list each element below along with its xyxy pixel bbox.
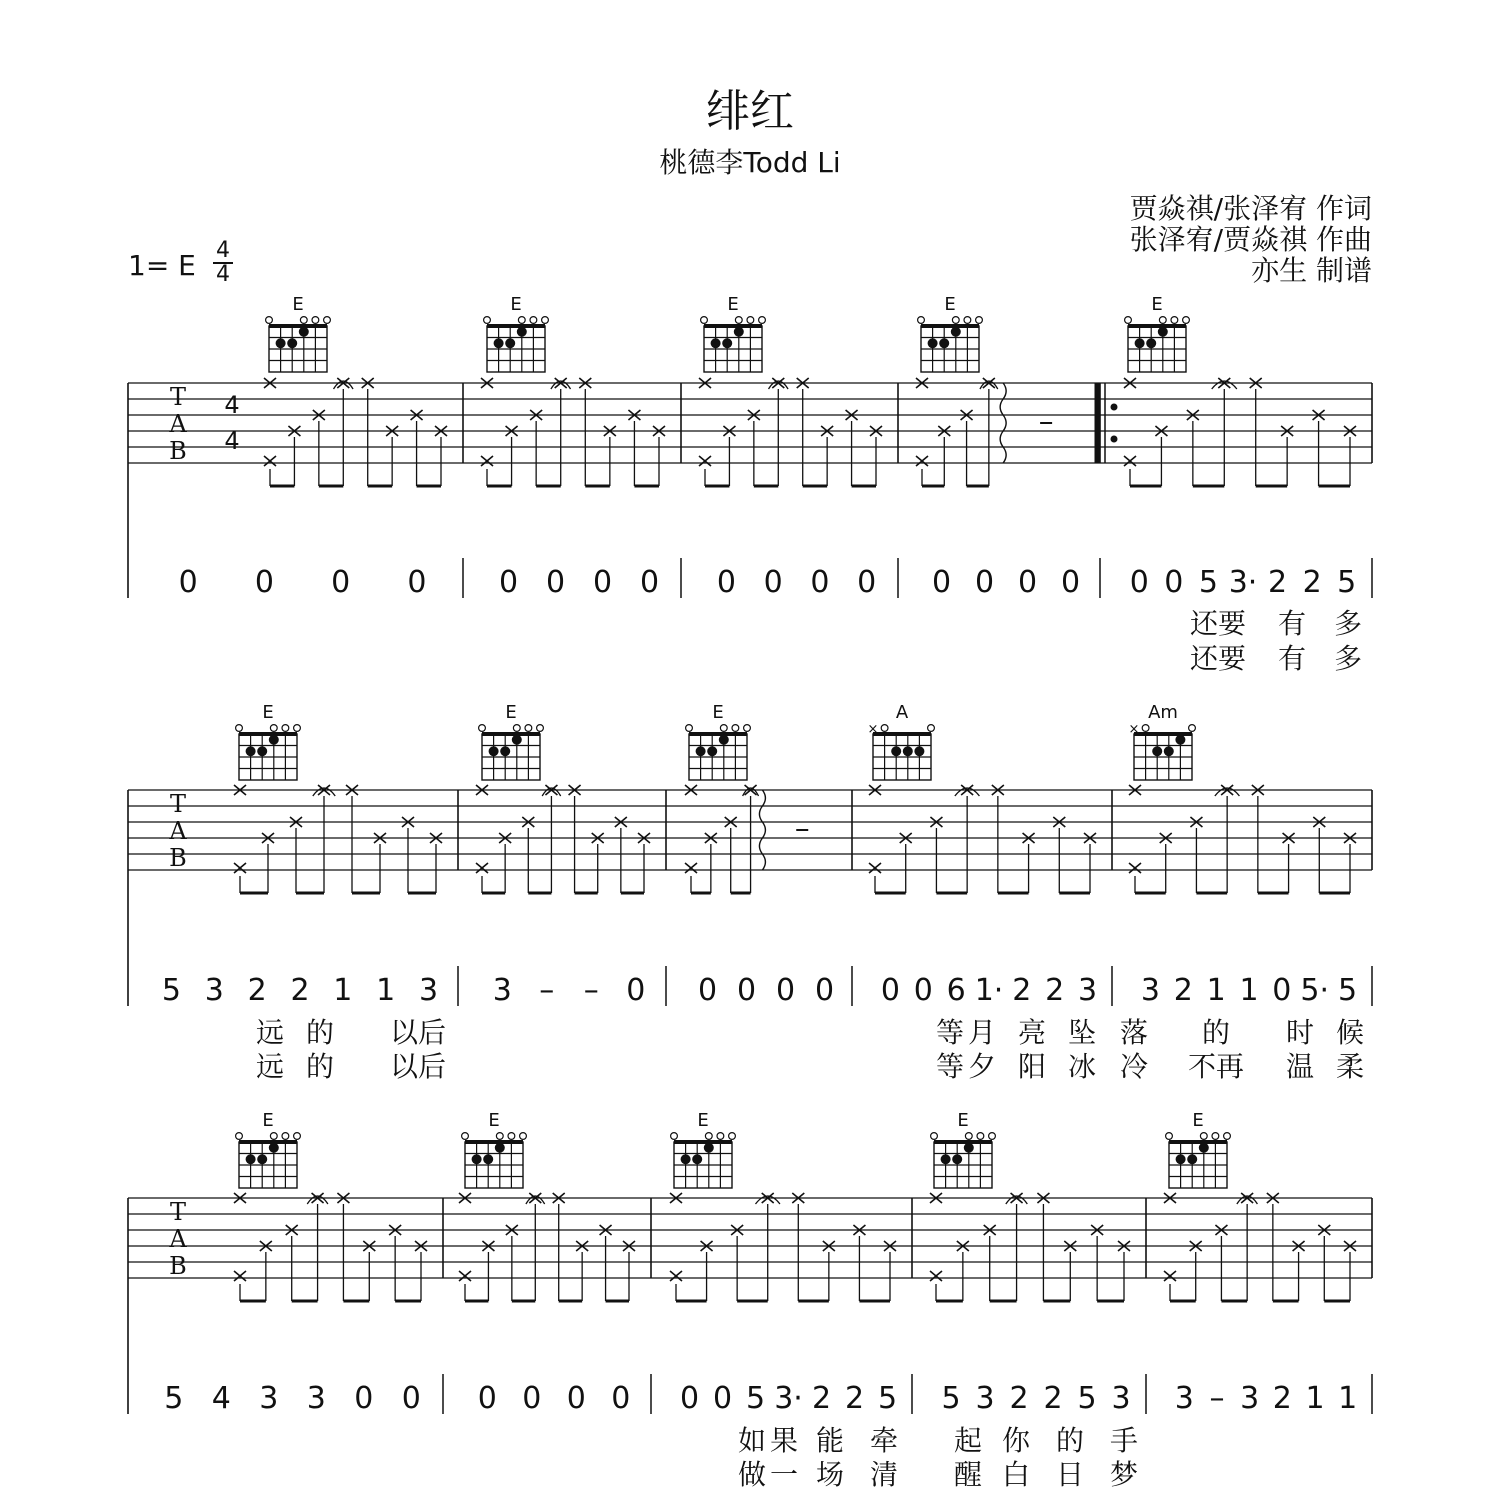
tab-note-x	[930, 1271, 942, 1281]
jianpu-note: 0	[736, 973, 757, 1008]
tab-clef-letter: A	[169, 410, 187, 438]
lyric-syllable: 月	[967, 1016, 997, 1049]
chord-dot	[299, 327, 309, 337]
jianpu-note: 1	[1206, 973, 1226, 1008]
chord-open-string	[479, 725, 486, 732]
jianpu-note: 2	[1045, 973, 1065, 1008]
jianpu-note: 0	[1272, 973, 1292, 1008]
tab-note-x	[481, 456, 493, 466]
arpeggio-wave	[1000, 383, 1006, 463]
lyric-syllable: 远	[255, 1050, 285, 1083]
chord-name: E	[727, 294, 739, 315]
lyric-syllable: 冰	[1067, 1050, 1097, 1083]
jianpu-note: 0	[814, 973, 835, 1008]
chord-open-string	[1183, 317, 1190, 324]
chord-open-string	[462, 1133, 469, 1140]
repeat-dot	[1111, 436, 1118, 443]
lyric-syllable: 的	[305, 1016, 335, 1049]
lyric-syllable: 远	[255, 1016, 285, 1049]
chord-dot	[287, 338, 297, 348]
jianpu-note: 3	[419, 973, 439, 1008]
jianpu-note: 2	[1302, 565, 1322, 600]
chord-dot	[734, 327, 744, 337]
chord-dot	[1164, 746, 1174, 756]
chord-open-string	[1200, 1133, 1207, 1140]
chord-open-string	[300, 317, 307, 324]
jianpu-note: 0	[775, 973, 796, 1008]
chord-open-string	[918, 317, 925, 324]
chord-open-string	[496, 1133, 503, 1140]
jianpu-note: 0	[626, 973, 646, 1008]
chord-dot	[500, 746, 510, 756]
chord-dot	[719, 735, 729, 745]
chord-dot	[903, 746, 913, 756]
tab-note-x	[476, 863, 488, 873]
jianpu-note: 3	[1111, 1381, 1131, 1416]
lyric-syllable: 的	[1201, 1016, 1231, 1049]
lyric-syllable: 不再	[1187, 1050, 1245, 1083]
chord-dot	[928, 338, 938, 348]
jianpu-note: 0	[857, 565, 877, 600]
key-signature: 1= E	[128, 249, 196, 282]
lyricist-credit: 贾焱祺/张泽宥 作词	[1129, 192, 1372, 225]
jianpu-note: 5·	[1300, 973, 1330, 1008]
jianpu-note: 5	[1337, 565, 1357, 600]
chord-open-string	[270, 725, 277, 732]
tab-note-x	[459, 1271, 471, 1281]
lyric-syllable: 能	[815, 1424, 845, 1457]
jianpu-note: 2	[844, 1381, 865, 1416]
tab-clef-letter: B	[169, 844, 187, 872]
chord-dot	[891, 746, 901, 756]
jianpu-note: 3	[306, 1381, 326, 1416]
tab-note-x	[869, 863, 881, 873]
jianpu-note: 0	[763, 565, 783, 600]
lyric-syllable: 如	[737, 1424, 767, 1457]
lyric-syllable: 牵	[869, 1424, 899, 1457]
chord-open-string	[236, 1133, 243, 1140]
chord-dot	[246, 746, 256, 756]
chord-name: E	[944, 294, 956, 315]
jianpu-note: 5	[1077, 1381, 1097, 1416]
jianpu-note: 2	[247, 973, 267, 1008]
chord-name: Am	[1148, 702, 1178, 723]
jianpu-note: 0	[592, 565, 613, 600]
chord-open-string	[976, 317, 983, 324]
chord-open-string	[928, 725, 935, 732]
chord-dot	[939, 338, 949, 348]
chord-open-string	[744, 725, 751, 732]
chord-open-string	[324, 317, 331, 324]
jianpu-note: 5	[941, 1381, 961, 1416]
tab-note-x	[1164, 1271, 1176, 1281]
jianpu-note: 3·	[1228, 565, 1258, 600]
lyric-syllable: 温	[1285, 1050, 1315, 1083]
lyric-syllable: 醒	[953, 1458, 983, 1491]
chord-open-string	[1212, 1133, 1219, 1140]
lyric-syllable: 等	[935, 1050, 965, 1083]
chord-open-string	[965, 1133, 972, 1140]
lyric-syllable: 有	[1277, 642, 1307, 675]
jianpu-note: –	[583, 973, 599, 1008]
chord-open-string	[270, 1133, 277, 1140]
chord-open-string	[705, 1133, 712, 1140]
chord-open-string	[266, 317, 273, 324]
lyric-syllable: 有	[1277, 607, 1307, 640]
jianpu-note: –	[1209, 1381, 1225, 1416]
chord-dot	[681, 1154, 691, 1164]
chord-dot	[517, 327, 527, 337]
jianpu-note: 3	[1174, 1381, 1194, 1416]
chord-dot	[483, 1154, 493, 1164]
jianpu-note: 5	[745, 1381, 766, 1416]
jianpu-note: 1	[1239, 973, 1259, 1008]
jianpu-note: 0	[401, 1381, 421, 1416]
tab-clef-letter: T	[169, 383, 187, 411]
tab-time-sig: 4	[224, 391, 240, 419]
jianpu-note: 5	[1198, 565, 1218, 600]
chord-name: E	[505, 702, 517, 723]
lyric-syllable: 多	[1333, 642, 1363, 675]
chord-name: E	[262, 702, 274, 723]
chord-open-string	[952, 317, 959, 324]
jianpu-note: 3	[1240, 1381, 1260, 1416]
jianpu-note: –	[539, 973, 555, 1008]
chord-open-string	[542, 317, 549, 324]
chord-open-string	[484, 317, 491, 324]
jianpu-note: 0	[931, 565, 952, 600]
lyric-syllable: 多	[1333, 607, 1363, 640]
chord-open-string	[729, 1133, 736, 1140]
jianpu-note: 2	[811, 1381, 832, 1416]
lyric-syllable: 以后	[389, 1016, 447, 1049]
chord-dot	[269, 1143, 279, 1153]
jianpu-note: 0	[810, 565, 830, 600]
chord-name: E	[697, 1110, 709, 1131]
chord-open-string	[720, 725, 727, 732]
repeat-dot	[1111, 404, 1118, 411]
jianpu-note: 3	[975, 1381, 995, 1416]
tab-note-x	[234, 863, 246, 873]
jianpu-note: 0	[611, 1381, 631, 1416]
chord-open-string	[1189, 725, 1196, 732]
chord-dot	[692, 1154, 702, 1164]
chord-open-string	[537, 725, 544, 732]
song-artist: 桃德李Todd Li	[659, 146, 841, 179]
chord-dot	[1199, 1143, 1209, 1153]
chord-dot	[246, 1154, 256, 1164]
tab-note-x	[916, 456, 928, 466]
jianpu-note: 0	[1017, 565, 1038, 600]
lyric-syllable: 一	[769, 1458, 799, 1491]
chord-open-string	[964, 317, 971, 324]
jianpu-note: 0	[331, 565, 351, 600]
lyric-syllable: 候	[1335, 1016, 1365, 1049]
jianpu-note: 0	[679, 1381, 700, 1416]
jianpu-note: 0	[1129, 565, 1149, 600]
chord-name: E	[1151, 294, 1163, 315]
lyric-syllable: 清	[869, 1458, 899, 1491]
chord-open-string	[530, 317, 537, 324]
jianpu-note: 0	[913, 973, 933, 1008]
lyric-syllable: 以后	[389, 1050, 447, 1083]
tab-note-x	[699, 456, 711, 466]
jianpu-note: 4	[211, 1381, 231, 1416]
jianpu-note: 0	[178, 565, 198, 600]
jianpu-note: 3	[1140, 973, 1160, 1008]
lyric-syllable: 夕	[967, 1050, 997, 1083]
jianpu-note: 2	[1009, 1381, 1029, 1416]
jianpu-note: 2	[1272, 1381, 1292, 1416]
chord-dot	[696, 746, 706, 756]
tab-clef-letter: T	[169, 790, 187, 818]
lyric-syllable: 的	[305, 1050, 335, 1083]
tab-time-sig: 4	[224, 427, 240, 455]
tab-clef-letter: B	[169, 1252, 187, 1280]
chord-open-string	[881, 725, 888, 732]
jianpu-note: 0	[880, 973, 900, 1008]
time-signature-top: 4	[216, 238, 230, 263]
jianpu-note: 1	[376, 973, 396, 1008]
jianpu-note: 0	[354, 1381, 374, 1416]
jianpu-note: 0	[697, 973, 718, 1008]
lyric-syllable: 日	[1055, 1458, 1085, 1491]
chord-open-string	[508, 1133, 515, 1140]
lyric-syllable: 阳	[1017, 1050, 1047, 1083]
chord-dot	[704, 1143, 714, 1153]
jianpu-note: 3·	[774, 1381, 803, 1416]
chord-open-string	[1142, 725, 1149, 732]
chord-dot	[1135, 338, 1145, 348]
jianpu-note: 0	[498, 565, 519, 600]
jianpu-note: 6	[946, 973, 966, 1008]
arpeggio-wave	[759, 790, 765, 870]
tab-note-x	[685, 863, 697, 873]
lyric-syllable: 落	[1119, 1016, 1149, 1049]
chord-name: E	[488, 1110, 500, 1131]
lyric-syllable: 时	[1285, 1016, 1315, 1049]
chord-open-string	[931, 1133, 938, 1140]
lyric-syllable: 白	[1001, 1458, 1031, 1491]
jianpu-note: 0	[712, 1381, 733, 1416]
lyric-syllable: 梦	[1109, 1458, 1139, 1491]
chord-dot	[964, 1143, 974, 1153]
jianpu-note: 5	[877, 1381, 898, 1416]
chord-name: E	[292, 294, 304, 315]
lyric-syllable: 等	[935, 1016, 965, 1049]
chord-open-string	[294, 725, 301, 732]
chord-open-string	[312, 317, 319, 324]
chord-dot	[1175, 735, 1185, 745]
jianpu-note: 1	[1305, 1381, 1325, 1416]
chord-open-string	[1125, 317, 1132, 324]
song-title: 绯红	[706, 86, 794, 137]
lyric-syllable: 果	[769, 1424, 799, 1457]
chord-dot	[1146, 338, 1156, 348]
chord-open-string	[236, 725, 243, 732]
chord-open-string	[513, 725, 520, 732]
jianpu-note: 0	[545, 565, 566, 600]
chord-open-string	[759, 317, 766, 324]
chord-open-string	[282, 725, 289, 732]
chord-dot	[1152, 746, 1162, 756]
jianpu-note: 3	[204, 973, 224, 1008]
jianpu-note: 0	[522, 1381, 542, 1416]
chord-open-string	[747, 317, 754, 324]
jianpu-note: 2	[290, 973, 310, 1008]
chord-dot	[494, 338, 504, 348]
jianpu-note: 0	[1164, 565, 1184, 600]
jianpu-note: 0	[566, 1381, 586, 1416]
tab-clef-letter: A	[169, 817, 187, 845]
jianpu-note: 5	[164, 1381, 184, 1416]
chord-open-string	[989, 1133, 996, 1140]
lyric-syllable: 冷	[1119, 1050, 1149, 1083]
chord-name: A	[895, 702, 909, 723]
chord-dot	[505, 338, 515, 348]
jianpu-note: 1·	[974, 973, 1004, 1008]
jianpu-note: 0	[254, 565, 274, 600]
chord-dot	[951, 327, 961, 337]
tab-clef-letter: A	[169, 1225, 187, 1253]
jianpu-note: 2	[1043, 1381, 1063, 1416]
tab-note-x	[1124, 456, 1136, 466]
chord-dot	[711, 338, 721, 348]
chord-open-string	[671, 1133, 678, 1140]
jianpu-note: 0	[716, 565, 736, 600]
lyric-syllable: 坠	[1067, 1016, 1097, 1049]
lyric-syllable: 场	[815, 1458, 845, 1491]
jianpu-note: 3	[1078, 973, 1098, 1008]
chord-muted-string: ×	[867, 722, 879, 737]
jianpu-note: 2	[1012, 973, 1032, 1008]
chord-name: E	[957, 1110, 969, 1131]
chord-open-string	[282, 1133, 289, 1140]
jianpu-note: 3	[259, 1381, 279, 1416]
chord-dot	[722, 338, 732, 348]
tab-note-x	[264, 456, 276, 466]
composer-credit: 张泽宥/贾焱祺 作曲	[1129, 223, 1372, 256]
chord-dot	[276, 338, 286, 348]
lyric-syllable: 还要	[1189, 642, 1247, 675]
chord-open-string	[732, 725, 739, 732]
chord-name: E	[262, 1110, 274, 1131]
lyric-syllable: 的	[1055, 1424, 1085, 1457]
chord-dot	[1158, 327, 1168, 337]
chord-open-string	[686, 725, 693, 732]
chord-open-string	[717, 1133, 724, 1140]
jianpu-note: 3	[492, 973, 512, 1008]
chord-open-string	[518, 317, 525, 324]
tab-note-x	[1129, 863, 1141, 873]
chord-dot	[495, 1143, 505, 1153]
chord-dot	[512, 735, 522, 745]
chord-name: E	[1192, 1110, 1204, 1131]
tab-clef-letter: T	[169, 1198, 187, 1226]
chord-dot	[952, 1154, 962, 1164]
jianpu-note: 2	[1268, 565, 1288, 600]
jianpu-note: 5	[1338, 973, 1358, 1008]
jianpu-note: 0	[639, 565, 660, 600]
chord-dot	[707, 746, 717, 756]
chord-open-string	[294, 1133, 301, 1140]
chord-open-string	[1224, 1133, 1231, 1140]
chord-open-string	[520, 1133, 527, 1140]
chord-open-string	[1159, 317, 1166, 324]
time-signature-bottom: 4	[216, 262, 230, 287]
chord-dot	[472, 1154, 482, 1164]
chord-muted-string: ×	[1128, 722, 1140, 737]
chord-open-string	[735, 317, 742, 324]
chord-open-string	[701, 317, 708, 324]
tab-note-x	[234, 1271, 246, 1281]
jianpu-note: 0	[477, 1381, 497, 1416]
jianpu-note: 5	[161, 973, 181, 1008]
chord-open-string	[1166, 1133, 1173, 1140]
chord-dot	[257, 1154, 267, 1164]
tab-note-x	[670, 1271, 682, 1281]
jianpu-note: 1	[333, 973, 353, 1008]
chord-dot	[1176, 1154, 1186, 1164]
lyric-syllable: 亮	[1017, 1016, 1047, 1049]
lyric-syllable: 你	[1001, 1424, 1031, 1457]
jianpu-note: 0	[1060, 565, 1081, 600]
chord-dot	[914, 746, 924, 756]
lyric-syllable: 柔	[1335, 1050, 1365, 1083]
chord-open-string	[977, 1133, 984, 1140]
chord-dot	[257, 746, 267, 756]
chord-dot	[1187, 1154, 1197, 1164]
chord-dot	[941, 1154, 951, 1164]
lyric-syllable: 做	[737, 1458, 767, 1491]
lyric-syllable: 手	[1109, 1424, 1139, 1457]
chord-open-string	[1171, 317, 1178, 324]
jianpu-note: 1	[1338, 1381, 1358, 1416]
chord-dot	[489, 746, 499, 756]
chord-name: E	[510, 294, 522, 315]
jianpu-note: 2	[1173, 973, 1193, 1008]
transcriber-credit: 亦生 制谱	[1251, 254, 1372, 287]
chord-dot	[269, 735, 279, 745]
jianpu-note: 0	[974, 565, 995, 600]
tab-clef-letter: B	[169, 437, 187, 465]
jianpu-note: 0	[407, 565, 427, 600]
chord-open-string	[525, 725, 532, 732]
lyric-syllable: 还要	[1189, 607, 1247, 640]
lyric-syllable: 起	[953, 1424, 983, 1457]
chord-name: E	[712, 702, 724, 723]
